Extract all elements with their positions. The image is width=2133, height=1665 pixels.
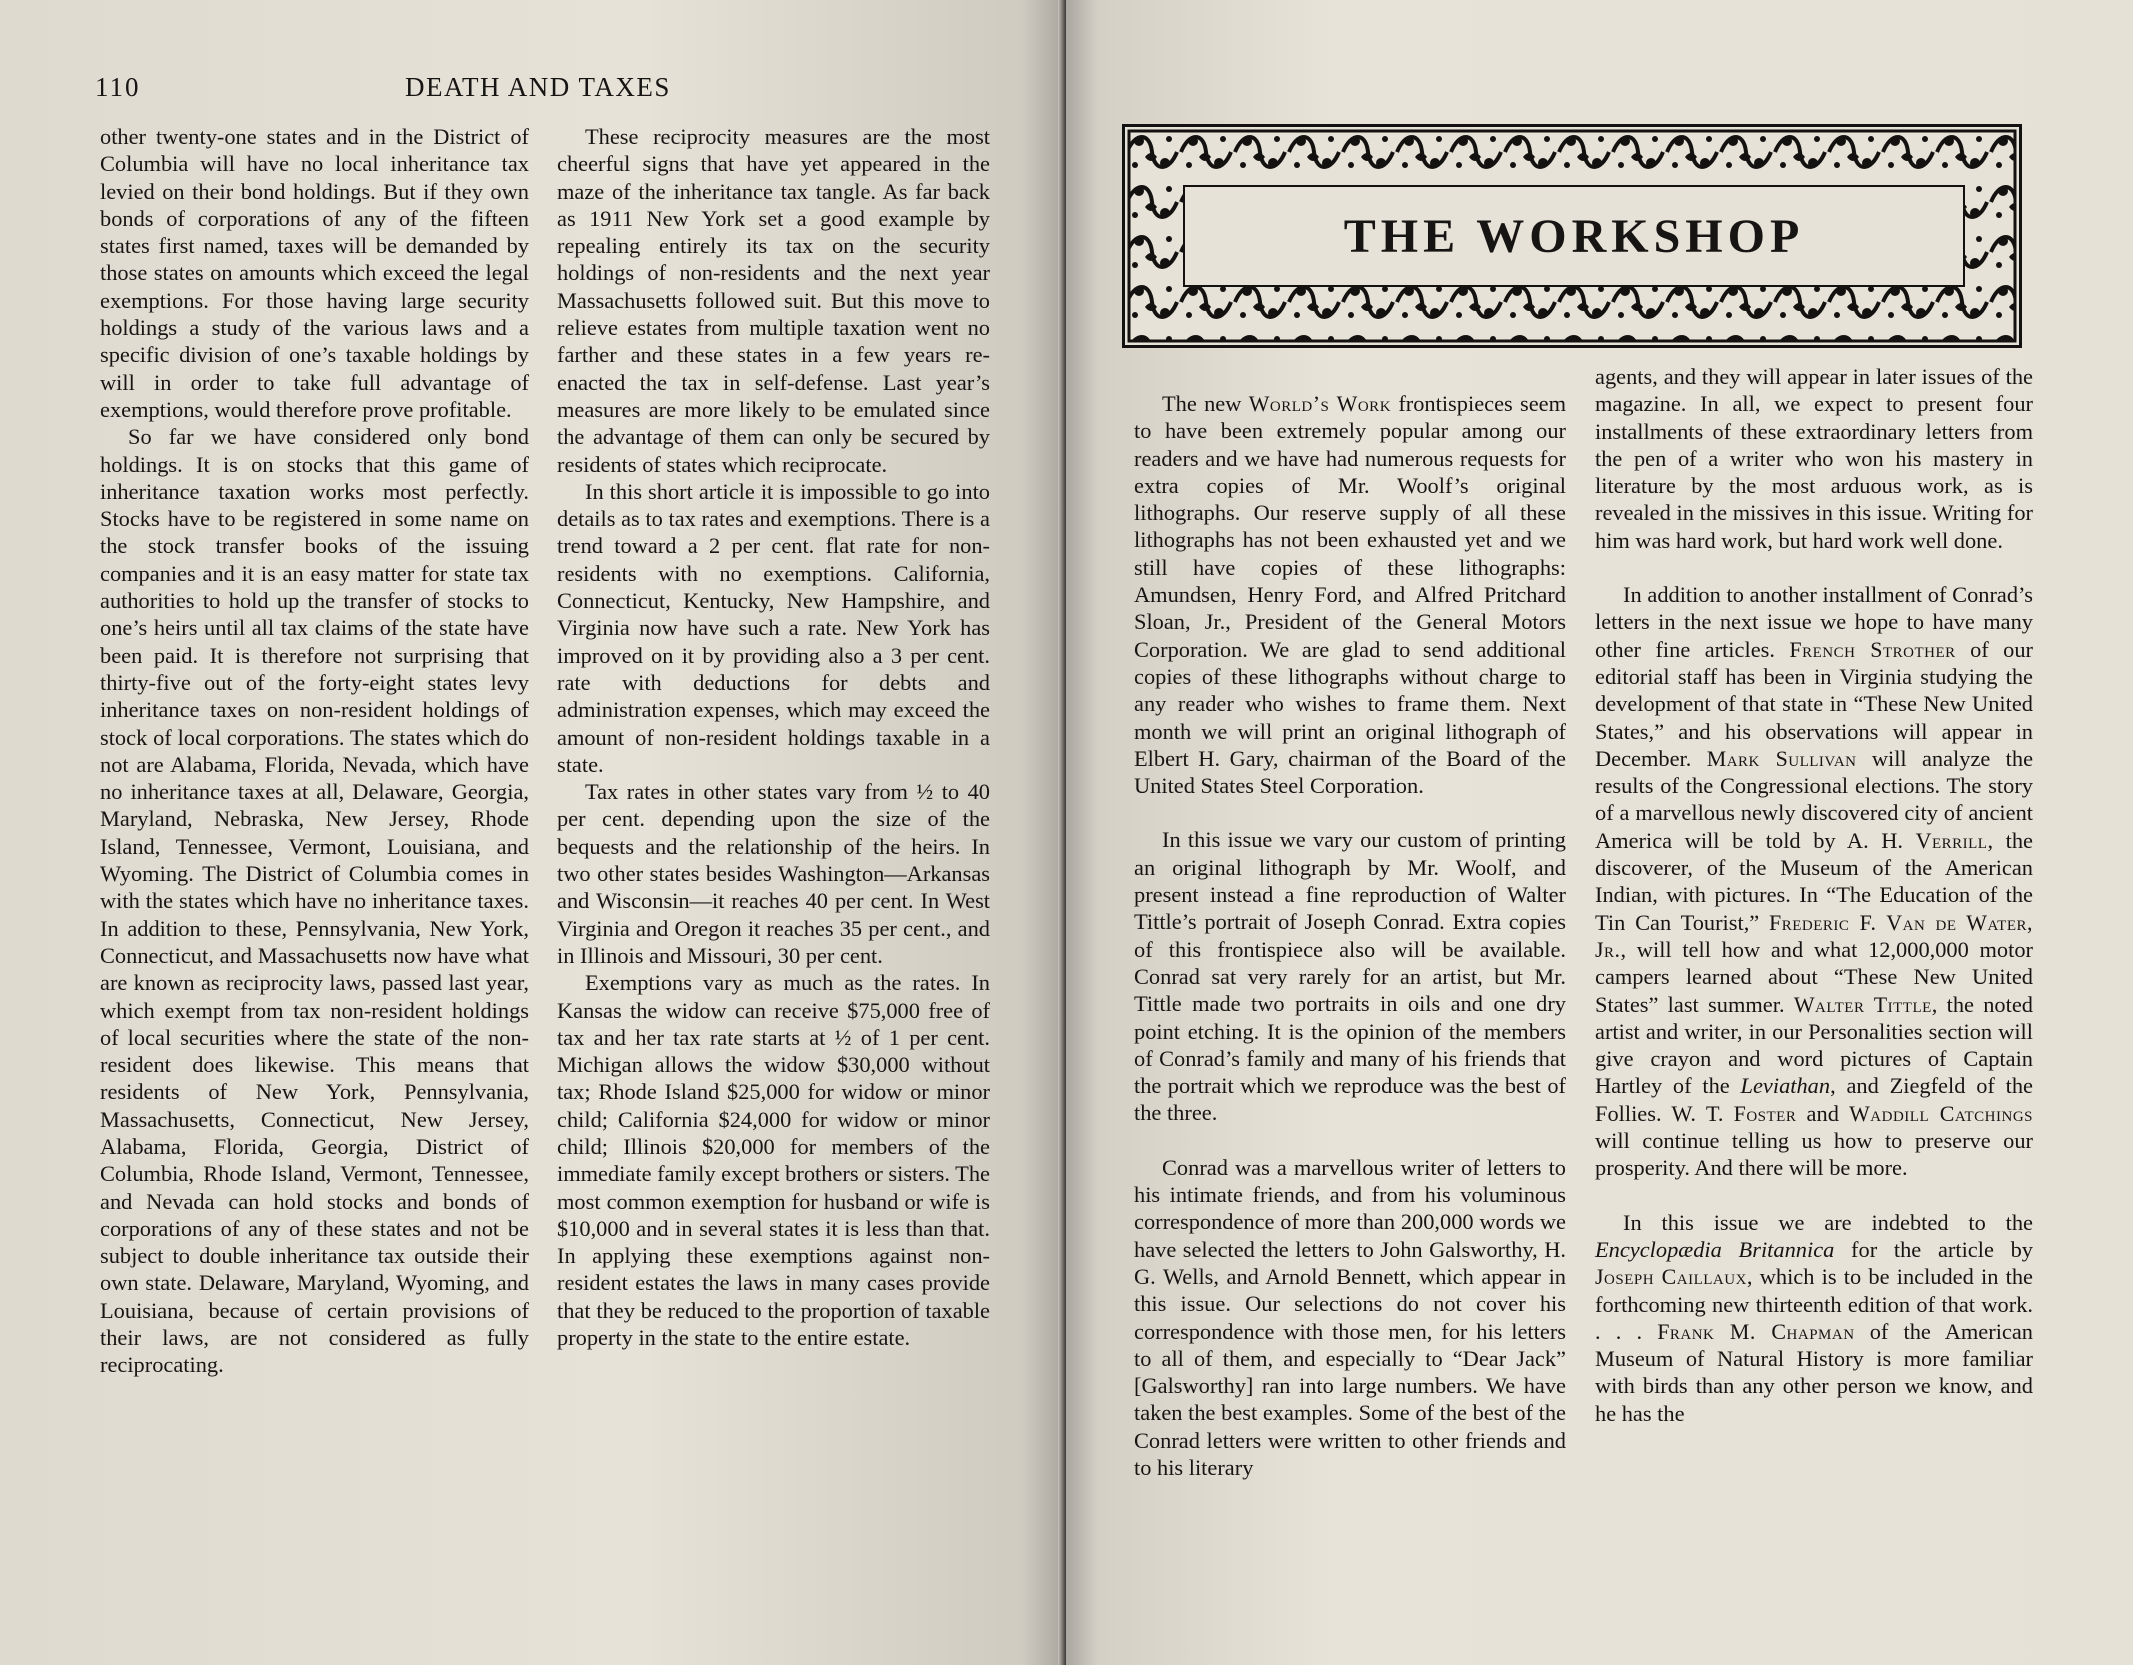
paragraph: Conrad was a marvellous writer of letters to his intimate friends, and from his voluminous correspondence of more than 200,000 words we have selected the letters to John Galsworthy, H. G. Wells, and Arnold Bennett, which appear in this issue. Our selections do not cover his correspondence with those men, for his letters to all of them, and especially to “Dear Jack” [Galsworthy] ran into large numbers. We have taken the best examples. Some of the best of the Conrad letters were written to other friends and to his literary xyxy=(1134,1154,1566,1480)
small-caps-name: Mark Sullivan xyxy=(1706,745,1857,771)
small-caps-name: World’s Work xyxy=(1248,391,1392,416)
paragraph: Tax rates in other states vary from ½ to 40 per cent. depending upon the size of the bequests and the relationship of the heirs. In two other states besides Washington—Arkansas and Wisconsin—it reaches 40 per cent. In West Virginia and Oregon it reaches 35 per cent., and in Illinois and Missouri, 30 per cent. xyxy=(557,779,990,968)
section-banner xyxy=(1122,124,2022,348)
paragraph xyxy=(1595,1209,2033,1427)
paragraph: So far we have considered only bond holdings. It is on stocks that this game of inheritance taxation works most perfectly. Stocks have to be registered in some name on the stock transfer books of the issuing companies and it is an easy matter for state tax authorities to hold up the transfer of stocks to one’s heirs until all tax claims of the state have been paid. It is therefore not surprising that thirty-five out of the forty-eight states levy inheritance taxes on non-resident holdings of stock of local corporations. The states which do not are Alabama, Florida, Nevada, which have no inheritance taxes at all, Delaware, Georgia, Maryland, Nebraska, New Jersey, Rhode Island, Tennessee, Vermont, Louisiana, and Wyoming. The District of Columbia comes in with the states which have no inheritance taxes. In addition to these, Pennsylvania, New York, Connecticut, and Massachusetts now have what are known as reciprocity laws, passed last year, which exempt from tax non-resident holdings of local securities where the state of the non-resident does likewise. This means that residents of New York, Pennsylvania, Massachusetts, Connecticut, New Jersey, Alabama, Florida, Georgia, District of Columbia, Rhode Island, Vermont, Tennessee, and Nevada can hold stocks and bonds of corporations of any of these states and not be subject to double inheritance tax outside their own state. Delaware, Maryland, Wyoming, and Louisiana, because of certain provisions of their laws, are not considered as fully reciprocating. xyxy=(100,424,529,1378)
text-run: , and Ziegfeld of the Follies. W. T. xyxy=(1595,1073,2033,1126)
text-run: of the American Museum of Natural History is more familiar with birds than any other person we know, and he has the xyxy=(1595,1318,2033,1426)
text-run: , the noted artist and writer, in our Personalities section will give crayon and word pictures of Captain Hartley of the xyxy=(1595,991,2033,1099)
running-head xyxy=(95,72,995,106)
paragraph: These reciprocity measures are the most cheerful signs that have yet appeared in the maze of the inheritance tax tangle. As far back as 1911 New York set a good example by repealing entirely its tax on the security holdings of non-residents and the next year Massachusetts followed suit. But this move to relieve estates from multiple taxation went no farther and these states in a few years re-enacted the tax in self-defense. Last year’s measures are more likely to be emulated since the advantage of them can only be secured by residents of states which reciprocate. xyxy=(557,124,990,477)
text-run: The new xyxy=(1162,391,1249,416)
banner-title: THE WORKSHOP xyxy=(1183,185,1965,287)
text-run: , the discoverer, of the Museum of the American Indian, with pictures. In “The Education of the Tin Can Tourist,” xyxy=(1595,827,2033,935)
small-caps-name: Foster xyxy=(1733,1100,1797,1126)
text-run: and xyxy=(1796,1100,1850,1126)
small-caps-name: Frederic F. Van de Water, Jr. xyxy=(1595,909,2033,962)
small-caps-name: Walter Tittle xyxy=(1793,991,1932,1017)
left-column-1 xyxy=(100,123,529,1379)
paragraph xyxy=(1595,581,2033,1182)
paragraph: In this issue we vary our custom of printing an original lithograph by Mr. Woolf, and present instead a fine reproduction of Walter Tittle’s portrait of Joseph Conrad. Extra copies of this frontispiece also will be available. Conrad sat very rarely for an artist, but Mr. Tittle made two portraits in oils and one dry point etching. It is the opinion of the members of Conrad’s family and many of his friends that the portrait which we reproduce was the best of the three. xyxy=(1134,827,1566,1126)
paragraph: Exemptions vary as much as the rates. In Kansas the widow can receive $75,000 free of tax and her tax rate starts at ½ of 1 per cent. Michigan allows the widow $30,000 without tax; Rhode Island $25,000 for widow or minor child; California $24,000 for widow or minor child; Illinois $20,000 for members of the immediate family except brothers or sisters. The most common exemption for husband or wife is $10,000 and in several states it is less than that. In applying these exemptions against non-resident estates the laws in many cases provide that they be reduced to the proportion of taxable property in the state to the entire estate. xyxy=(557,970,990,1351)
page-number: 110 xyxy=(95,72,141,102)
text-run: , will tell how and what 12,000,000 motor campers learned about “These New United States” last summer. xyxy=(1595,936,2033,1017)
italic-title: Encyclopædia Britannica xyxy=(1595,1236,1835,1262)
left-page xyxy=(0,0,1065,1665)
text-run: of our editorial staff has been in Virginia studying the development of that state in “These New United States,” and his observations will appear in December. xyxy=(1595,636,2034,771)
italic-title: Leviathan xyxy=(1740,1073,1831,1099)
text-run: for the article by xyxy=(1834,1236,2033,1262)
text-run: will analyze the results of the Congressional elections. The story of a marvellous newly discovered city of ancient America will be told by A. H. xyxy=(1595,745,2034,853)
text-run: frontispieces seem to have been extremely popular among our readers and we have had numerous requests for extra copies of Mr. Woolf’s original lithographs. Our reserve supply of all these lithographs has not been exhausted yet and we still have copies of these lithographs: Amundsen, Henry Ford, and Alfred Pritchard Sloan, Jr., President of the General Motors Corporation. We are glad to send additional copies of these lithographs without charge to any reader who wishes to frame them. Next month we will print an original lithograph of Elbert H. Gary, chairman of the Board of the United States Steel Corporation. xyxy=(1134,391,1567,799)
right-column-2 xyxy=(1595,363,2033,1427)
small-caps-name: Verrill xyxy=(1915,827,1988,853)
running-head-title: DEATH AND TAXES xyxy=(405,72,671,102)
small-caps-name: French Strother xyxy=(1789,636,1956,662)
text-run: In this issue we are indebted to the xyxy=(1623,1209,2033,1235)
paragraph: other twenty-one states and in the District of Columbia will have no local inheritance tax levied on their bond holdings. But if they own bonds of corporations of any of the fifteen states first named, taxes will be demanded by those states on amounts which exceed the legal exemptions. For those having large security holdings a study of the various laws and a specific division of one’s taxable holdings by will in order to take full advantage of exemptions, would therefore prove profitable. xyxy=(100,124,529,422)
right-page xyxy=(1066,0,2133,1665)
small-caps-name: Frank M. Chapman xyxy=(1657,1318,1855,1344)
right-column-1 xyxy=(1134,390,1566,1481)
paragraph xyxy=(1134,390,1566,799)
text-run: will continue telling us how to preserve our prosperity. And there will be more. xyxy=(1595,1128,2033,1181)
text-run: In addition to another installment of Conrad’s letters in the next issue we hope to have many other fine articles. xyxy=(1595,582,2033,662)
paragraph: agents, and they will appear in later issues of the magazine. In all, we expect to present four installments of these extraordinary letters from the pen of a writer who won his mastery in literature by the most arduous work, as is revealed in the missives in this issue. Writing for him was hard work, but hard work well done. xyxy=(1595,364,2033,553)
small-caps-name: Waddill Catchings xyxy=(1849,1100,2034,1126)
text-run: , which is to be included in the forthcoming new thirteenth edition of that work. . . . xyxy=(1595,1264,2033,1344)
small-caps-name: Joseph Caillaux xyxy=(1595,1264,1747,1290)
paragraph: In this short article it is impossible to go into details as to tax rates and exemptions. There is a trend toward a 2 per cent. flat rate for non-residents with no exemptions. California, Connecticut, Kentucky, New Hampshire, and Virginia now have such a rate. New York has improved on it by providing also a 3 per cent. rate with deductions for debts and administration expenses, which may exceed the amount of non-resident holdings taxable in a state. xyxy=(557,478,990,777)
left-column-2 xyxy=(557,123,990,1351)
